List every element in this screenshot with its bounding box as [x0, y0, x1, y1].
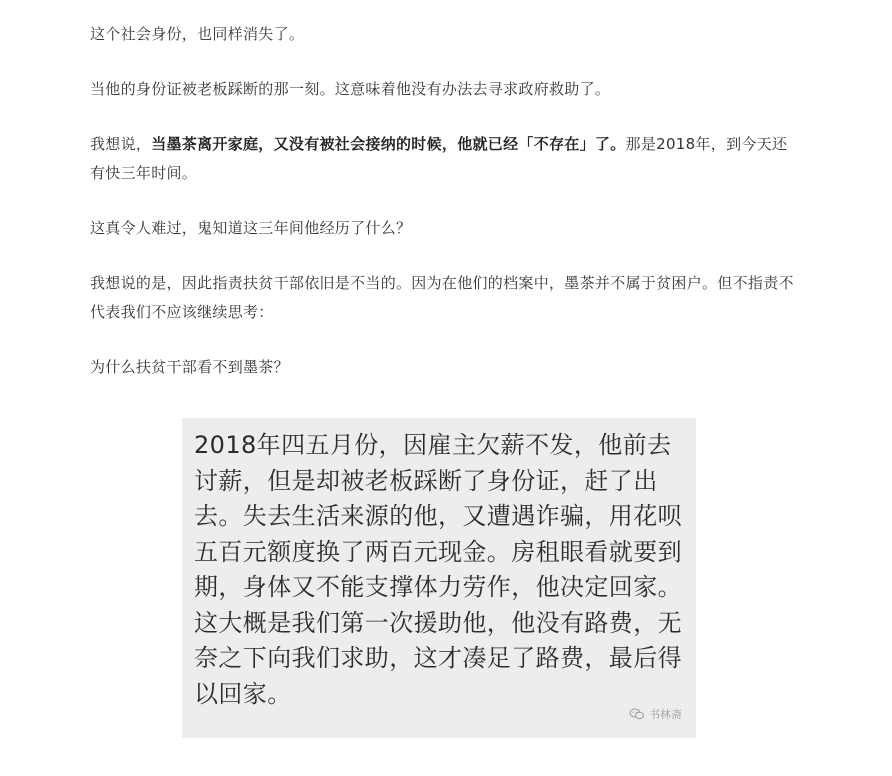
paragraph-3 — [90, 130, 800, 188]
watermark — [629, 706, 682, 722]
article-body — [90, 20, 800, 408]
paragraph-text: 我想说的是，因此指责扶贫干部依旧是不当的。因为在他们的档案中，墨茶并不属于贫困户。但不指责不代表我们不应该继续思考： — [90, 274, 794, 321]
paragraph-1 — [90, 20, 800, 49]
paragraph-text: 这个社会身份，也同样消失了。 — [90, 25, 305, 43]
wechat-icon — [629, 708, 645, 720]
paragraph-text: 那是2018年，到今天还有快三年时间。 — [90, 135, 788, 182]
paragraph-2 — [90, 75, 800, 104]
paragraph-text: 我想说， — [90, 135, 152, 153]
paragraph-text: 为什么扶贫干部看不到墨茶？ — [90, 358, 289, 376]
paragraph-4 — [90, 214, 800, 243]
paragraph-5 — [90, 269, 800, 327]
quote-text: 2018年四五月份，因雇主欠薪不发，他前去讨薪，但是却被老板踩断了身份证，赶了出去。失去生活来源的他，又遭遇诈骗，用花呗五百元额度换了两百元现金。房租眼看就要到期，身体又不能支撑体力劳作，他决定回家。这大概是我们第一次援助他，他没有路费，无奈之下向我们求助，这才凑足了路费，最后得以回家。 — [194, 431, 682, 708]
paragraph-text: 这真令人难过，鬼知道这三年间他经历了什么？ — [90, 219, 412, 237]
watermark-label: 书林斋 — [649, 708, 682, 721]
paragraph-text: 当他的身份证被老板踩断的那一刻。这意味着他没有办法去寻求政府救助了。 — [90, 80, 611, 98]
quote-screenshot-image — [182, 418, 696, 738]
paragraph-6 — [90, 353, 800, 382]
paragraph-bold-text: 当墨茶离开家庭，又没有被社会接纳的时候，他就已经「不存在」了。 — [151, 135, 626, 153]
